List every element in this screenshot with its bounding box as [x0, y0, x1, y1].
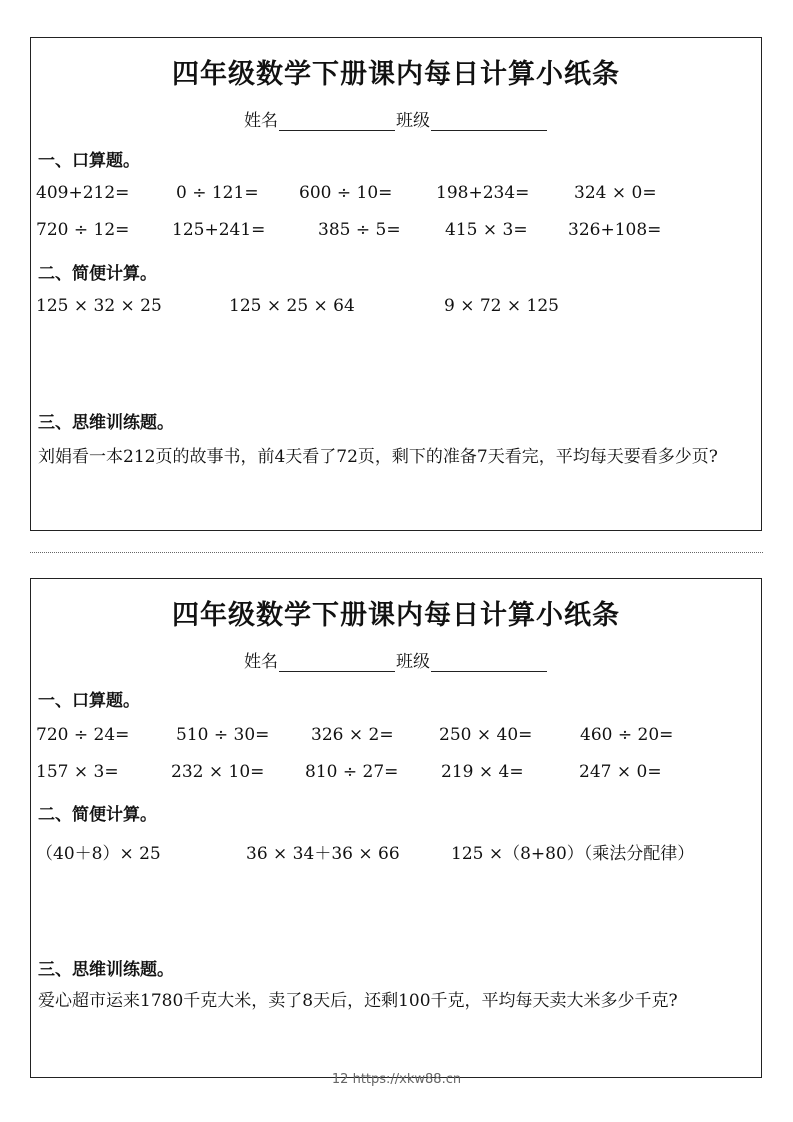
name-label: 姓名: [244, 652, 278, 672]
oral-item: 409+212=: [36, 183, 130, 203]
oral-item: 247 × 0=: [579, 762, 662, 782]
class-blank[interactable]: [431, 653, 547, 672]
oral-item: 0 ÷ 121=: [176, 183, 259, 203]
class-label: 班级: [396, 652, 430, 672]
simple-item: 36 × 34＋36 × 66: [246, 844, 400, 864]
name-blank[interactable]: [279, 653, 395, 672]
worksheet-card-2: [30, 578, 762, 1078]
oral-item: 600 ÷ 10=: [299, 183, 393, 203]
class-blank[interactable]: [431, 112, 547, 131]
oral-item: 810 ÷ 27=: [305, 762, 399, 782]
dotted-divider: [30, 552, 763, 553]
oral-item: 250 × 40=: [439, 725, 533, 745]
oral-item: 324 × 0=: [574, 183, 657, 203]
section-thinking-title: 三、思维训练题。: [38, 960, 174, 980]
oral-item: 198+234=: [436, 183, 530, 203]
oral-item: 720 ÷ 12=: [36, 220, 130, 240]
simple-item: 125 × 32 × 25: [36, 296, 162, 316]
simple-item: 125 ×（8+80）（乘法分配律）: [451, 844, 695, 864]
simple-item: （40＋8）× 25: [36, 844, 161, 864]
sheet-title: 四年级数学下册课内每日计算小纸条: [172, 59, 620, 90]
word-problem: 刘娟看一本212页的故事书，前4天看了72页，剩下的准备7天看完，平均每天要看多少页?: [38, 447, 718, 467]
class-label: 班级: [396, 111, 430, 131]
section-oral-title: 一、口算题。: [38, 691, 140, 711]
oral-item: 232 × 10=: [171, 762, 265, 782]
worksheet-card-1: [30, 37, 762, 531]
oral-item: 219 × 4=: [441, 762, 524, 782]
oral-item: 415 × 3=: [445, 220, 528, 240]
sheet-title: 四年级数学下册课内每日计算小纸条: [172, 600, 620, 631]
name-class-line: [31, 647, 761, 672]
page-footer: 12 https://xkw88.cn: [331, 1072, 462, 1087]
section-simple-title: 二、简便计算。: [38, 264, 157, 284]
name-blank[interactable]: [279, 112, 395, 131]
simple-item: 125 × 25 × 64: [229, 296, 355, 316]
name-class-line: [31, 106, 761, 131]
oral-item: 720 ÷ 24=: [36, 725, 130, 745]
section-simple-title: 二、简便计算。: [38, 805, 157, 825]
oral-item: 326 × 2=: [311, 725, 394, 745]
oral-item: 326+108=: [568, 220, 662, 240]
section-oral-title: 一、口算题。: [38, 151, 140, 171]
oral-item: 460 ÷ 20=: [580, 725, 674, 745]
oral-item: 385 ÷ 5=: [318, 220, 401, 240]
word-problem: 爱心超市运来1780千克大米，卖了8天后，还剩100千克，平均每天卖大米多少千克?: [38, 991, 678, 1011]
name-label: 姓名: [244, 111, 278, 131]
oral-item: 157 × 3=: [36, 762, 119, 782]
section-thinking-title: 三、思维训练题。: [38, 413, 174, 433]
simple-item: 9 × 72 × 125: [444, 296, 559, 316]
oral-item: 510 ÷ 30=: [176, 725, 270, 745]
oral-item: 125+241=: [172, 220, 266, 240]
